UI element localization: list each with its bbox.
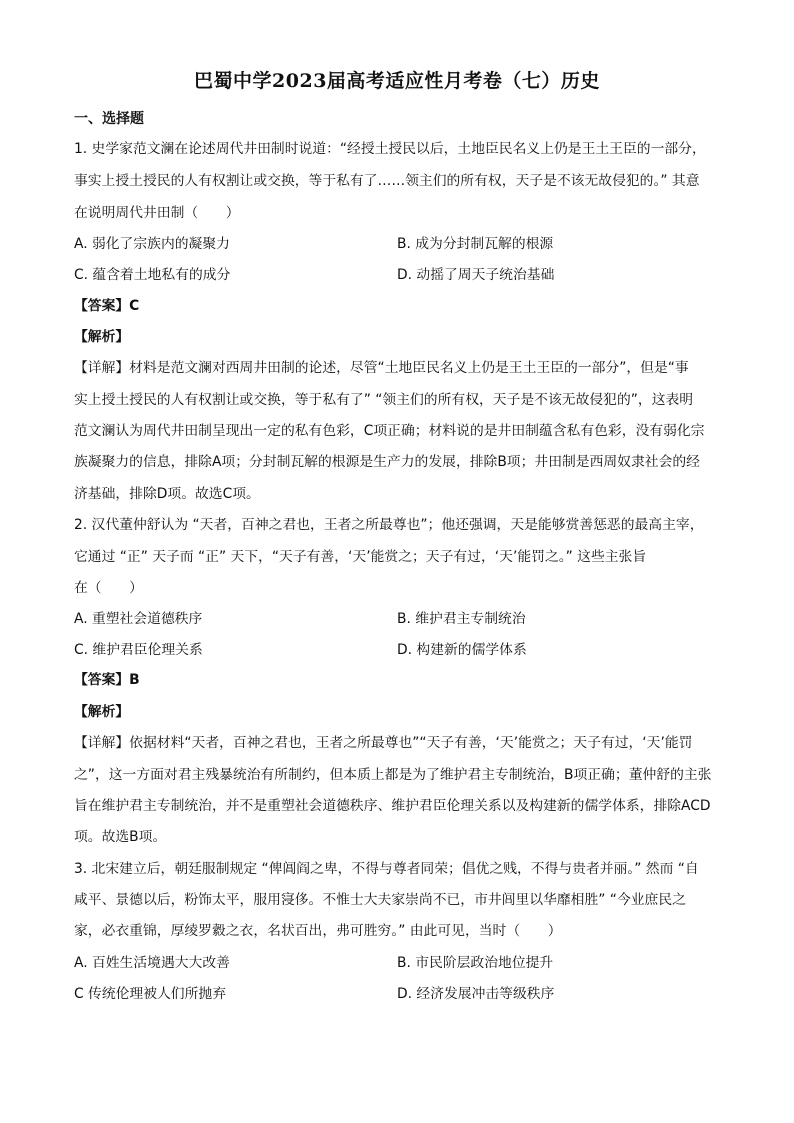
question-2-answer: 【答案】B — [74, 672, 140, 688]
question-1-detail-line-3: 范文澜认为周代井田制呈现出一定的私有色彩，C项正确；材料说的是井田制蕴含私有色彩，没有弱化宗 — [74, 423, 705, 439]
question-1-detail-line-1: 【详解】材料是范文澜对西周井田制的论述，尽管“土地臣民名义上仍是王土王臣的一部分”，但是“事 — [74, 360, 689, 376]
question-3-option-a: A. 百姓生活境遇大大改善 — [74, 955, 230, 971]
question-3-option-c: C 传统伦理被人们所抛弃 — [74, 986, 226, 1002]
question-1-option-c: C. 蕴含着土地私有的成分 — [74, 267, 231, 283]
question-1-option-b: B. 成为分封制瓦解的根源 — [397, 236, 554, 252]
question-1-detail-line-4: 族凝聚力的信息，排除A项；分封制瓦解的根源是生产力的发展，排除B项；井田制是西周奴隶社会的经 — [74, 454, 700, 470]
question-2-option-c: C. 维护君臣伦理关系 — [74, 642, 203, 658]
question-2-line-1: 2. 汉代董仲舒认为 “天者，百神之君也，王者之所最尊也”；他还强调，天是能够赏善惩恶的最高主宰， — [74, 517, 704, 533]
question-1-analysis-label: 【解析】 — [74, 329, 130, 345]
question-2-option-b: B. 维护君主专制统治 — [397, 611, 526, 627]
question-3-option-b: B. 市民阶层政治地位提升 — [397, 955, 554, 971]
question-2-detail-line-4: 项。故选B项。 — [74, 829, 167, 845]
question-1-line-2: 事实上授土授民的人有权割让或交换，等于私有了……领主们的所有权，天子是不该无故侵犯的。” 其意 — [74, 173, 700, 189]
question-3-line-3: 家，必衣重锦，厚绫罗縠之衣，名状百出，弗可胜穷。” 由此可见，当时（ ） — [74, 923, 562, 939]
question-2-detail-line-1: 【详解】依据材料“天者，百神之君也，王者之所最尊也”“天子有善，‘天’能赏之；天子有过，‘天’能罚 — [74, 735, 693, 751]
question-2-line-2: 它通过 “正” 天子而 “正” 天下，“天子有善，‘天’能赏之；天子有过，‘天’能罚之。” 这些主张旨 — [74, 549, 647, 565]
question-2-line-3: 在（ ） — [74, 580, 143, 596]
question-2-detail-line-2: 之”，这一方面对君主残暴统治有所制约，但本质上都是为了维护君主专制统治，B项正确；董仲舒的主张 — [74, 767, 712, 783]
question-1-option-a: A. 弱化了宗族内的凝聚力 — [74, 236, 230, 252]
question-1-line-1: 1. 史学家范文澜在论述周代井田制时说道：“经授土授民以后，土地臣民名义上仍是王土王臣的一部分， — [74, 141, 706, 157]
question-1-line-3: 在说明周代井田制（ ） — [74, 205, 240, 221]
question-1-detail-line-2: 实上授土授民的人有权割让或交换，等于私有了” “领主们的所有权，天子是不该无故侵犯的”，这表明 — [74, 392, 694, 408]
question-2-option-a: A. 重塑社会道德秩序 — [74, 611, 203, 627]
page-title: 巴蜀中学2023届高考适应性月考卷（七）历史 — [194, 70, 600, 92]
question-3-line-2: 咸平、景德以后，粉饰太平，服用寖侈。不惟士大夫家崇尚不已，市井闾里以华靡相胜” “今业庶民之 — [74, 892, 686, 908]
question-2-detail-line-3: 旨在维护君主专制统治，并不是重塑社会道德秩序、维护君臣伦理关系以及构建新的儒学体系，排除ACD — [74, 798, 711, 814]
question-1-option-d: D. 动摇了周天子统治基础 — [397, 267, 555, 283]
question-3-option-d: D. 经济发展冲击等级秩序 — [397, 986, 555, 1002]
question-2-option-d: D. 构建新的儒学体系 — [397, 642, 527, 658]
question-1-answer: 【答案】C — [74, 298, 140, 314]
question-2-analysis-label: 【解析】 — [74, 704, 130, 720]
question-3-line-1: 3. 北宋建立后，朝廷服制规定 “俾阊阎之卑，不得与尊者同荣；倡优之贱，不得与贵者并丽。” 然而 “自 — [74, 861, 699, 877]
section-heading: 一、选择题 — [74, 111, 144, 127]
question-1-detail-line-5: 济基础，排除D项。故选C项。 — [74, 486, 260, 502]
